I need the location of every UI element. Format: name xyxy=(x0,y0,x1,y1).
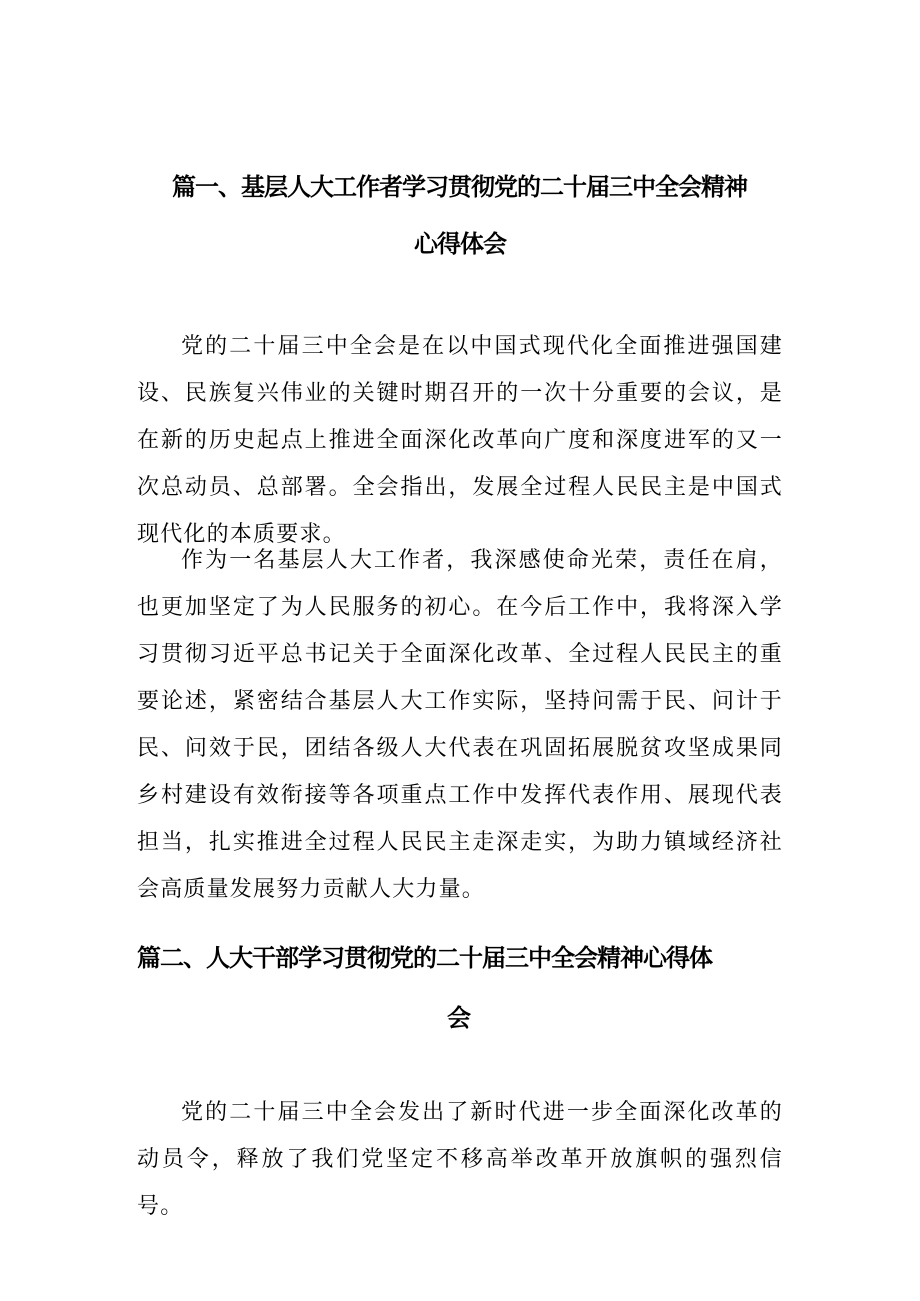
section1-paragraph-1: 党的二十届三中全会是在以中国式现代化全面推进强国建设、民族复兴伟业的关键时期召开的一次十分重要的会议，是在新的历史起点上推进全面深化改革向广度和深度进军的又一次总动员、总部署。全会指出，发展全过程人民民主是中国式现代化的本质要求。 xyxy=(137,334,783,547)
section2-title-line2: 会 xyxy=(447,1004,470,1032)
section1-title-line2: 心得体会 xyxy=(414,230,506,258)
section1-title-line1: 篇一、基层人大工作者学习贯彻党的二十届三中全会精神 xyxy=(172,173,747,201)
section1-paragraph-2: 作为一名基层人大工作者，我深感使命光荣，责任在肩，也更加坚定了为人民服务的初心。在今后工作中，我将深入学习贯彻习近平总书记关于全面深化改革、全过程人民民主的重要论述，紧密结合基层人大工作实际，坚持问需于民、问计于民、问效于民，团结各级人大代表在巩固拓展脱贫攻坚成果同乡村建设有效衔接等各项重点工作中发挥代表作用、展现代表担当，扎实推进全过程人民民主走深走实，为助力镇域经济社会高质量发展努力贡献人大力量。 xyxy=(137,548,783,902)
section2-title-line1: 篇二、人大干部学习贯彻党的二十届三中全会精神心得体 xyxy=(137,944,712,972)
section2-paragraph-1: 党的二十届三中全会发出了新时代进一步全面深化改革的动员令，释放了我们党坚定不移高举改革开放旗帜的强烈信号。 xyxy=(137,1100,783,1219)
